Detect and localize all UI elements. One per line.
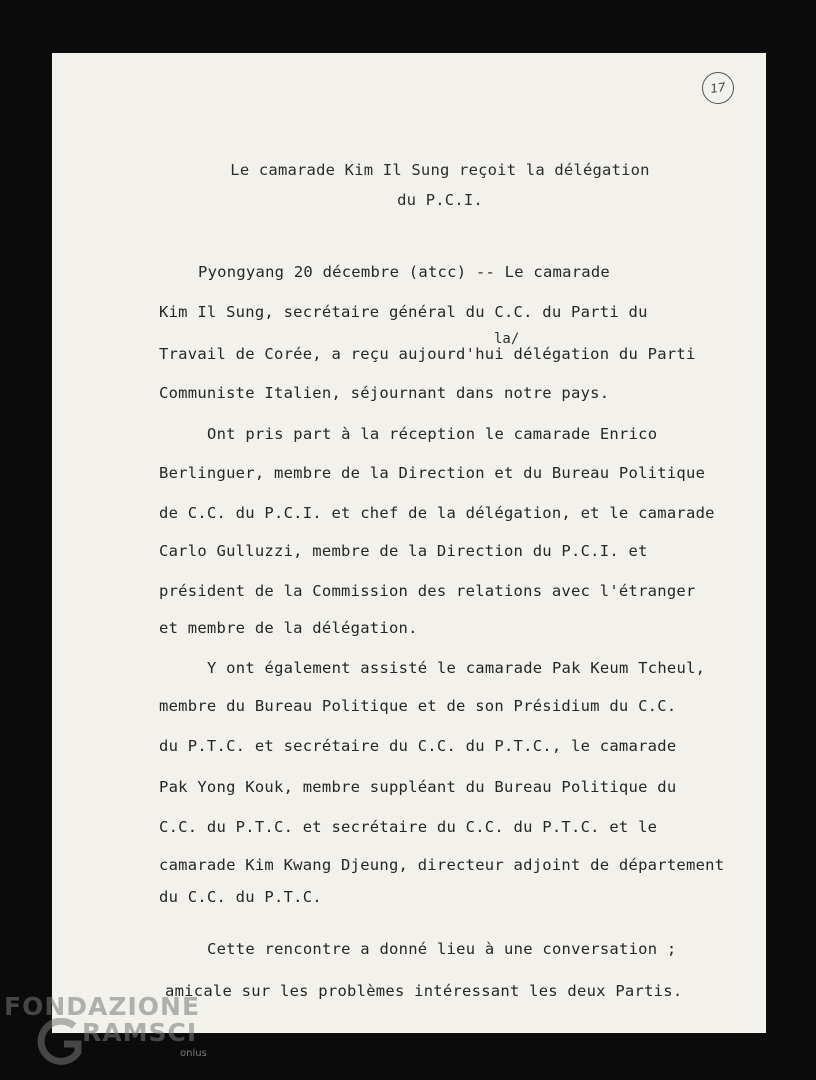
body-line: Pak Yong Kouk, membre suppléant du Bureau Politique du bbox=[159, 778, 677, 796]
body-line: Cette rencontre a donné lieu à une conversation ; bbox=[207, 940, 677, 958]
body-line: amicale sur les problèmes intéressant les deux Partis. bbox=[165, 982, 683, 1000]
body-line: et membre de la délégation. bbox=[159, 619, 418, 637]
document-title-line-2: du P.C.I. bbox=[397, 191, 483, 209]
body-line: Ont pris part à la réception le camarade Enrico bbox=[207, 425, 658, 443]
body-line: Berlinguer, membre de la Direction et du Bureau Politique bbox=[159, 464, 706, 482]
watermark-line-3: onlus bbox=[180, 1048, 207, 1059]
fondazione-gramsci-watermark bbox=[4, 990, 207, 1070]
body-line: Pyongyang 20 décembre (atcc) -- Le camarade bbox=[198, 263, 611, 281]
body-line: Kim Il Sung, secrétaire général du C.C. du Parti du bbox=[159, 303, 648, 321]
body-line: Communiste Italien, séjournant dans notre pays. bbox=[159, 384, 610, 402]
archive-number-stamp: 17 bbox=[700, 70, 736, 106]
body-line: camarade Kim Kwang Djeung, directeur adjoint de département bbox=[159, 856, 725, 874]
body-line: du C.C. du P.T.C. bbox=[159, 888, 322, 906]
body-line: membre du Bureau Politique et de son Présidium du C.C. bbox=[159, 697, 677, 715]
body-line: C.C. du P.T.C. et secrétaire du C.C. du P.T.C. et le bbox=[159, 818, 658, 836]
body-line: du P.T.C. et secrétaire du C.C. du P.T.C., le camarade bbox=[159, 737, 677, 755]
document-title-line-1: Le camarade Kim Il Sung reçoit la délégation bbox=[230, 161, 650, 179]
watermark-line-1: FONDAZIONE bbox=[4, 992, 201, 1021]
body-line: de C.C. du P.C.I. et chef de la délégation, et le camarade bbox=[159, 504, 715, 522]
handwritten-insertion: la/ bbox=[494, 331, 520, 347]
body-line: Y ont également assisté le camarade Pak Keum Tcheul, bbox=[207, 659, 706, 677]
body-line: Travail de Corée, a reçu aujourd'hui délégation du Parti bbox=[159, 345, 696, 363]
body-line: président de la Commission des relations avec l'étranger bbox=[159, 582, 696, 600]
watermark-line-2: RAMSCI bbox=[82, 1018, 198, 1047]
body-line: Carlo Gulluzzi, membre de la Direction du P.C.I. et bbox=[159, 542, 648, 560]
